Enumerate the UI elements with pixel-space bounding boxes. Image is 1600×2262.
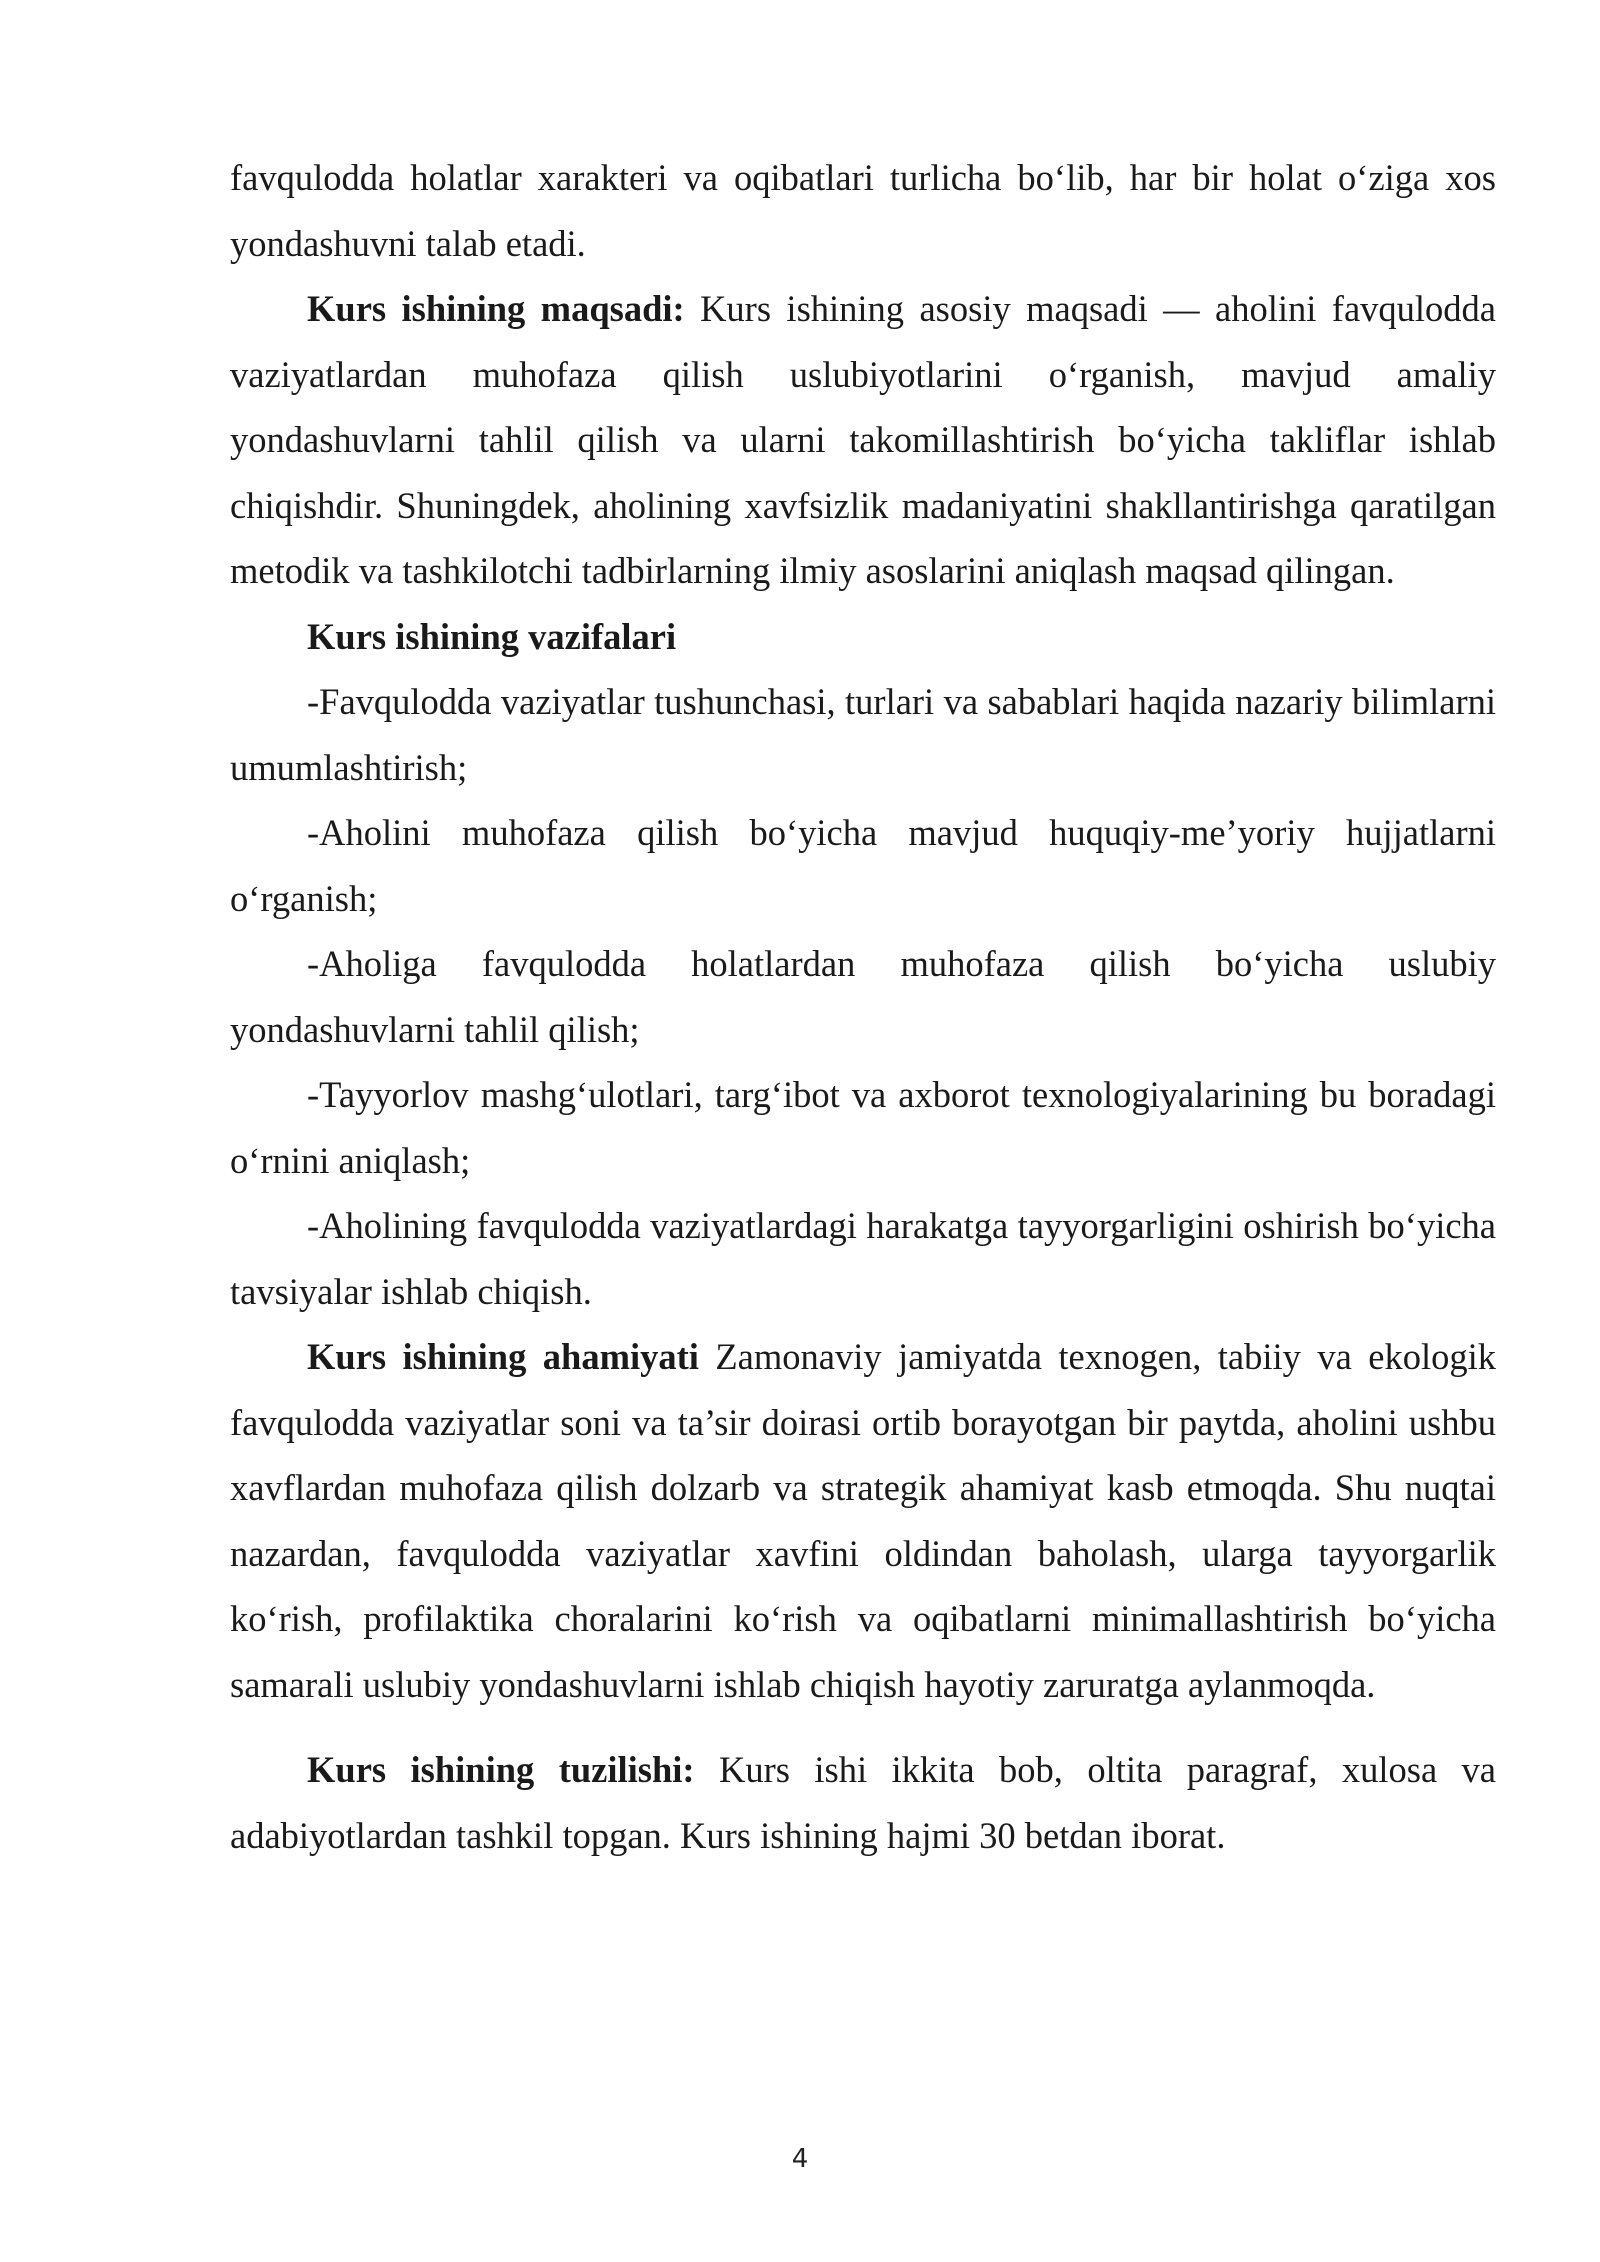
- structure-paragraph: [230, 1737, 1496, 1868]
- goal-text: Kurs ishining asosiy maqsadi — aholini favqulodda vaziyatlardan muhofaza qilish uslubiyotlarini o‘rganish, mavjud amaliy yondashuvlarni tahlil qilish va ularni takomillashtirish bo‘yicha takliflar ishlab chiqishdir. Shuningdek, aholining xavfsizlik madaniyatini shakllantirishga qaratilgan metodik va tashkilotchi tadbirlarning ilmiy asoslarini aniqlash maqsad qilingan.: [230, 288, 1496, 591]
- task-item-5: -Aholining favqulodda vaziyatlardagi harakatga tayyorgarligini oshirish bo‘yicha tavsiyalar ishlab chiqish.: [230, 1205, 1496, 1312]
- task-item-1: -Favqulodda vaziyatlar tushunchasi, turlari va sabablari haqida nazariy bilimlarni umumlashtirish;: [230, 681, 1496, 788]
- goal-label: Kurs ishining maqsadi:: [307, 288, 685, 329]
- tasks-heading: Kurs ishining vazifalari: [307, 615, 677, 657]
- significance-text: Zamonaviy jamiyatda texnogen, tabiiy va ekologik favqulodda vaziyatlar soni va ta’sir doirasi ortib borayotgan bir paytda, aholini ushbu xavflardan muhofaza qilish dolzarb va strategik ahamiyat kasb etmoqda. Shu nuqtai nazardan, favqulodda vaziyatlar xavfini oldindan baholash, ularga tayyorgarlik ko‘rish, profilaktika choralarini ko‘rish va oqibatlarni minimallashtirish bo‘yicha samarali uslubiy yondashuvlarni ishlab chiqish hayotiy zaruratga aylanmoqda.: [230, 1336, 1496, 1705]
- structure-label: Kurs ishining tuzilishi:: [307, 1749, 695, 1790]
- page-body: [230, 145, 1496, 1868]
- task-item-4: -Tayyorlov mashg‘ulotlari, targ‘ibot va axborot texnologiyalarining bu boradagi o‘rnini aniqlash;: [230, 1074, 1496, 1181]
- significance-label: Kurs ishining ahamiyati: [307, 1336, 699, 1377]
- goal-paragraph: [230, 276, 1496, 604]
- task-item-2: -Aholini muhofaza qilish bo‘yicha mavjud huquqiy-me’yoriy hujjatlarni o‘rganish;: [230, 812, 1496, 919]
- structure-text: Kurs ishi ikkita bob, oltita paragraf, xulosa va adabiyotlardan tashkil topgan. Kurs ishining hajmi 30 betdan iborat.: [230, 1749, 1497, 1856]
- intro-continuation-paragraph: favqulodda holatlar xarakteri va oqibatlari turlicha bo‘lib, har bir holat o‘ziga xos yondashuvni talab etadi.: [230, 157, 1496, 264]
- task-item-3: -Aholiga favqulodda holatlardan muhofaza qilish bo‘yicha uslubiy yondashuvlarni tahlil qilish;: [230, 943, 1496, 1050]
- page-number: 4: [791, 2144, 809, 2174]
- significance-paragraph: [230, 1324, 1496, 1717]
